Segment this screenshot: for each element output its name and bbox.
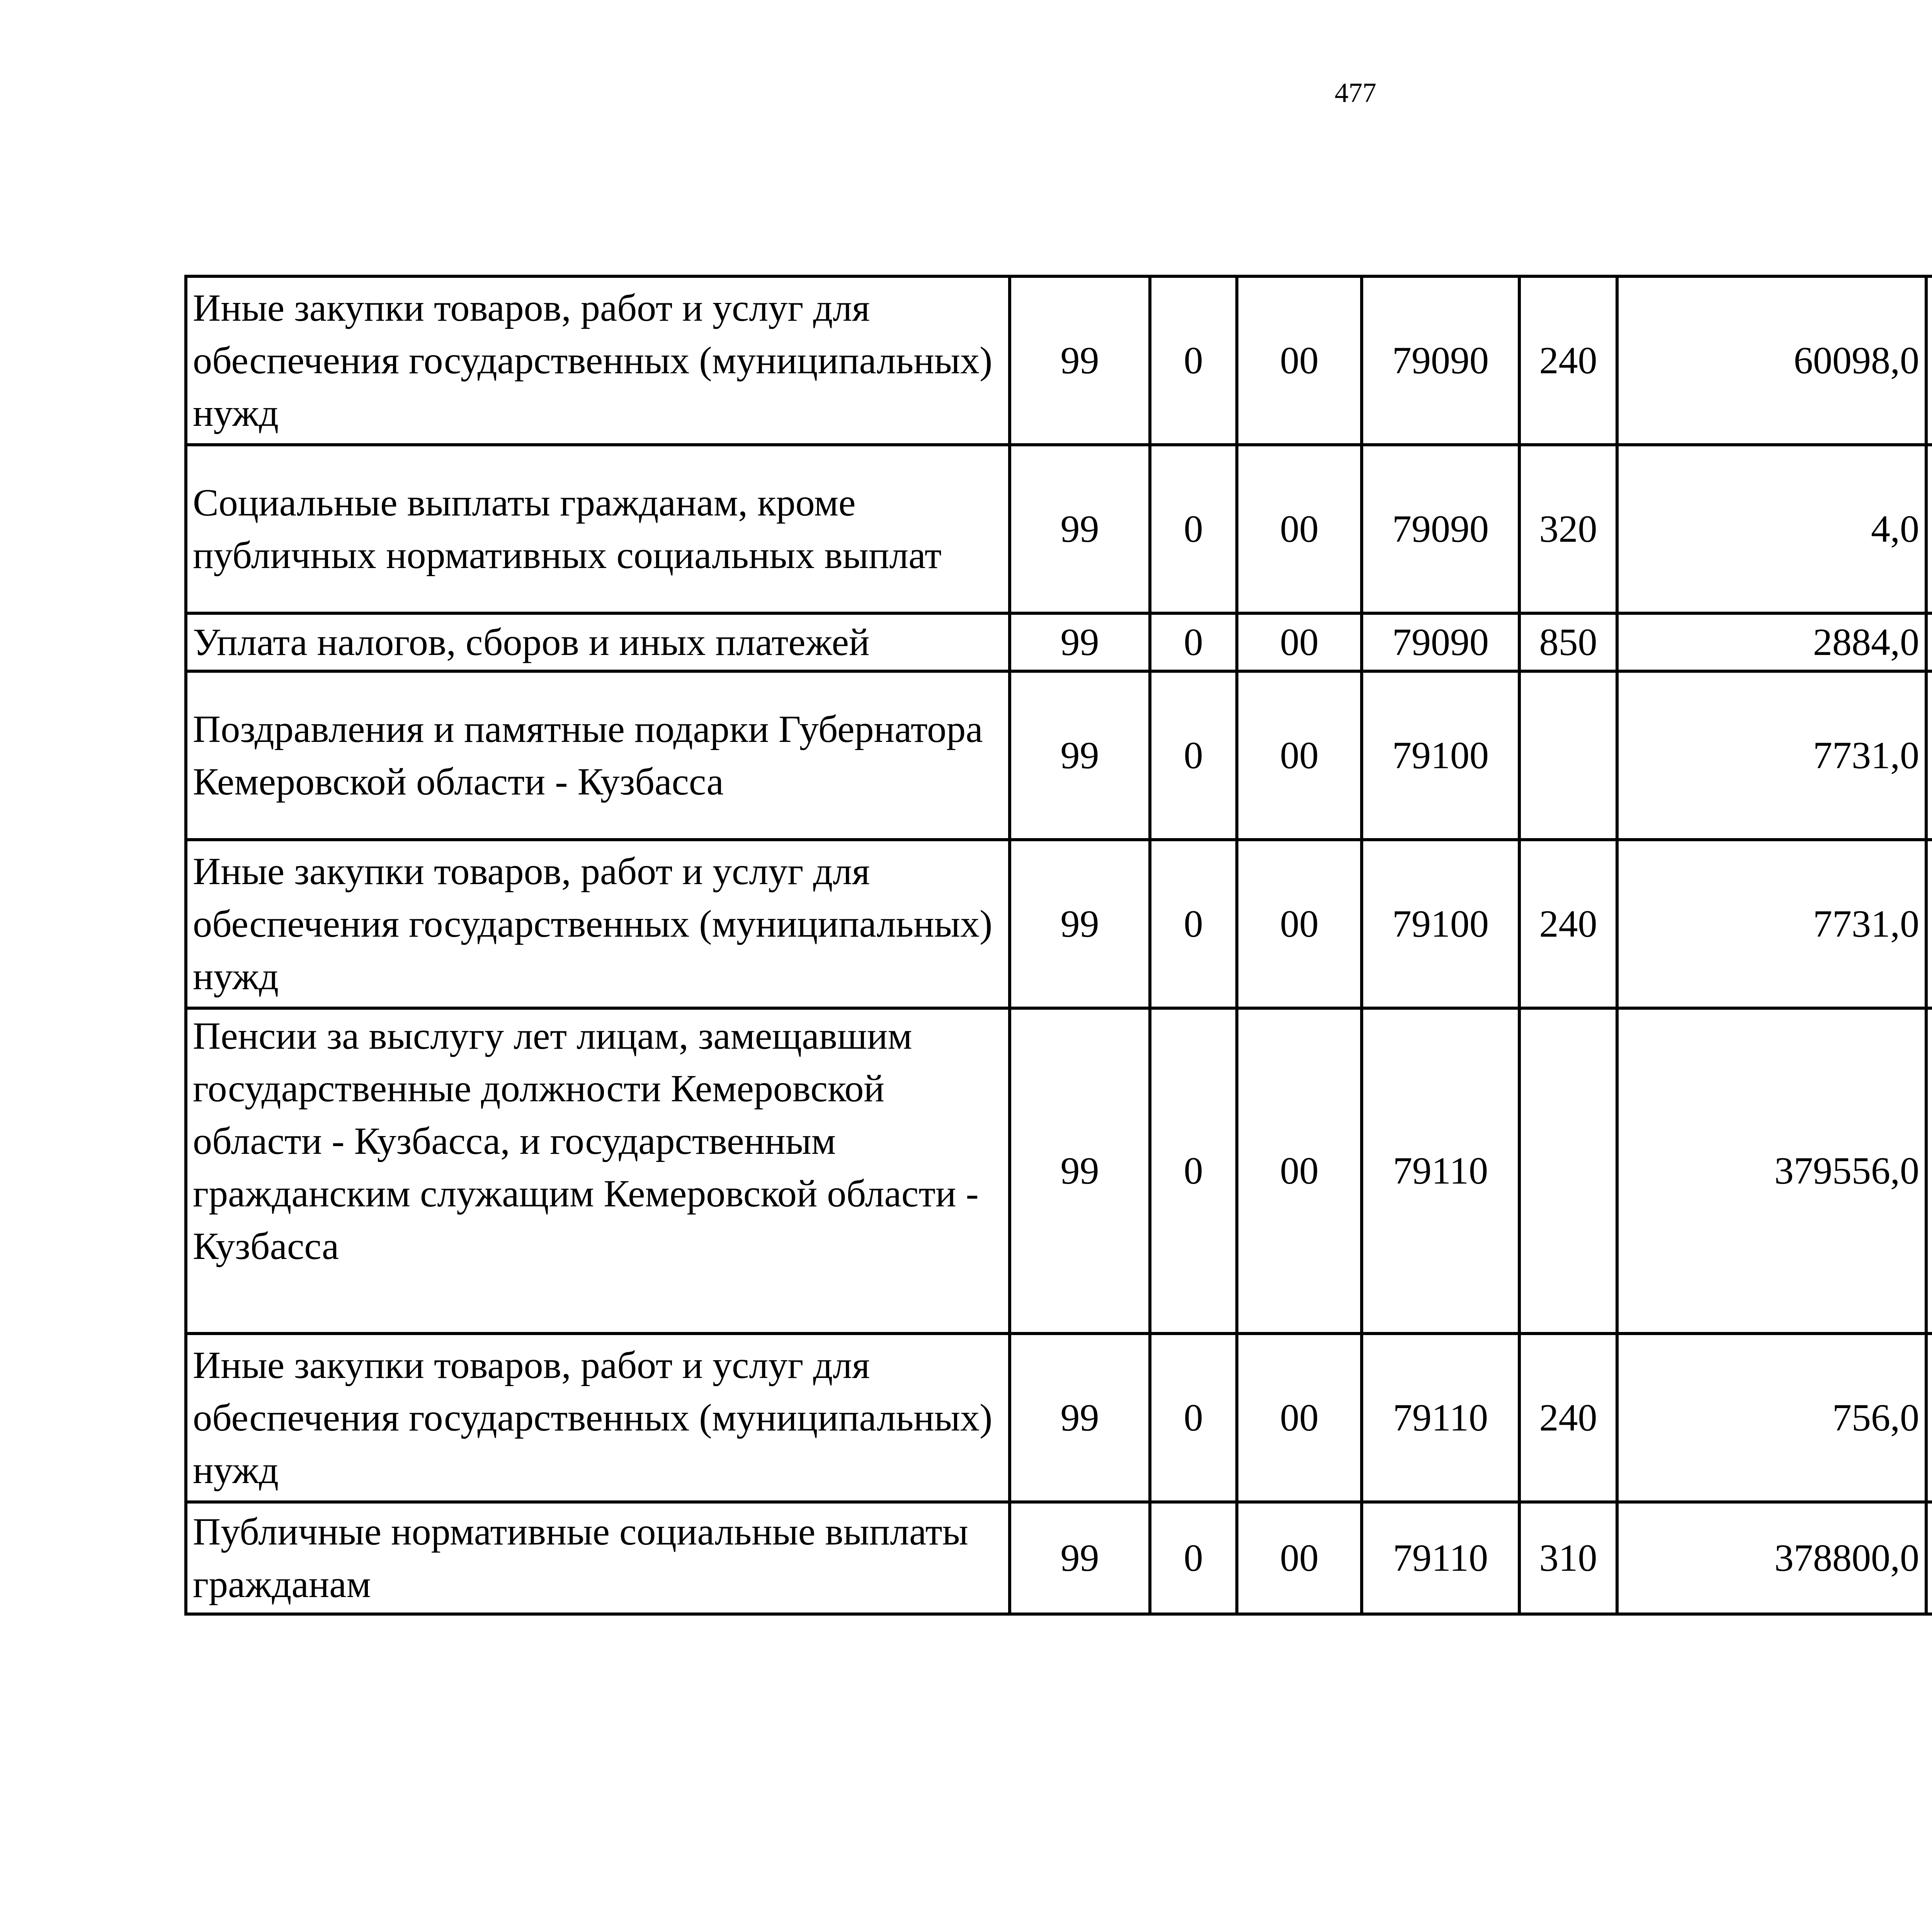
code-cell: 99 xyxy=(1010,1502,1150,1614)
code-cell: 99 xyxy=(1010,613,1150,671)
code-cell: 79100 xyxy=(1362,840,1519,1008)
code-cell: 99 xyxy=(1010,445,1150,613)
amount-cell xyxy=(1926,671,1932,840)
code-cell: 0 xyxy=(1150,1008,1237,1334)
code-cell: 99 xyxy=(1010,276,1150,445)
code-cell: 99 xyxy=(1010,1334,1150,1502)
row-description: Уплата налогов, сборов и иных платежей xyxy=(186,613,1010,671)
code-cell: 79090 xyxy=(1362,613,1519,671)
amount-cell: 379556,0 xyxy=(1617,1008,1926,1334)
expense-type-cell: 240 xyxy=(1519,840,1617,1008)
table-row xyxy=(186,613,1932,671)
row-description: Иные закупки товаров, работ и услуг для обеспечения государственных (муниципальных) нужд xyxy=(186,840,1010,1008)
expense-type-cell: 240 xyxy=(1519,1334,1617,1502)
page-number: 477 xyxy=(1335,77,1376,108)
budget-table xyxy=(184,275,1932,1616)
amount-cell: 378800,0 xyxy=(1617,1502,1926,1614)
code-cell: 99 xyxy=(1010,671,1150,840)
amount-cell: 756,0 xyxy=(1617,1334,1926,1502)
table-row xyxy=(186,1502,1932,1614)
amount-cell xyxy=(1926,445,1932,613)
amount-cell xyxy=(1926,276,1932,445)
code-cell: 00 xyxy=(1237,445,1362,613)
code-cell: 0 xyxy=(1150,1502,1237,1614)
code-cell: 79090 xyxy=(1362,276,1519,445)
amount-cell: 4,0 xyxy=(1617,445,1926,613)
table-row xyxy=(186,445,1932,613)
expense-type-cell: 310 xyxy=(1519,1502,1617,1614)
amount-cell xyxy=(1926,1334,1932,1502)
table-row xyxy=(186,276,1932,445)
amount-cell: 60098,0 xyxy=(1617,276,1926,445)
code-cell: 79100 xyxy=(1362,671,1519,840)
table-row xyxy=(186,840,1932,1008)
row-description: Иные закупки товаров, работ и услуг для обеспечения государственных (муниципальных) нужд xyxy=(186,1334,1010,1502)
code-cell: 0 xyxy=(1150,276,1237,445)
row-description: Поздравления и памятные подарки Губернатора Кемеровской области - Кузбасса xyxy=(186,671,1010,840)
code-cell: 00 xyxy=(1237,1502,1362,1614)
code-cell: 00 xyxy=(1237,1008,1362,1334)
code-cell: 0 xyxy=(1150,613,1237,671)
code-cell: 00 xyxy=(1237,276,1362,445)
code-cell: 0 xyxy=(1150,840,1237,1008)
expense-type-cell xyxy=(1519,671,1617,840)
amount-cell xyxy=(1926,613,1932,671)
code-cell: 79090 xyxy=(1362,445,1519,613)
expense-type-cell xyxy=(1519,1008,1617,1334)
row-description: Пенсии за выслугу лет лицам, замещавшим государственные должности Кемеровской области - Кузбасса, и государственным гражданским служащим Кемеровской области - Кузбасса xyxy=(186,1008,1010,1334)
code-cell: 00 xyxy=(1237,1334,1362,1502)
code-cell: 99 xyxy=(1010,1008,1150,1334)
amount-cell xyxy=(1926,840,1932,1008)
code-cell: 79110 xyxy=(1362,1008,1519,1334)
code-cell: 0 xyxy=(1150,671,1237,840)
code-cell: 00 xyxy=(1237,613,1362,671)
amount-cell: 7731,0 xyxy=(1617,671,1926,840)
table-row xyxy=(186,671,1932,840)
code-cell: 99 xyxy=(1010,840,1150,1008)
amount-cell: 7731,0 xyxy=(1617,840,1926,1008)
table-row xyxy=(186,1334,1932,1502)
amount-cell xyxy=(1926,1008,1932,1334)
code-cell: 0 xyxy=(1150,445,1237,613)
code-cell: 0 xyxy=(1150,1334,1237,1502)
table-row xyxy=(186,1008,1932,1334)
expense-type-cell: 320 xyxy=(1519,445,1617,613)
code-cell: 79110 xyxy=(1362,1502,1519,1614)
expense-type-cell: 850 xyxy=(1519,613,1617,671)
code-cell: 79110 xyxy=(1362,1334,1519,1502)
code-cell: 00 xyxy=(1237,840,1362,1008)
expense-type-cell: 240 xyxy=(1519,276,1617,445)
row-description: Публичные нормативные социальные выплаты гражданам xyxy=(186,1502,1010,1614)
code-cell: 00 xyxy=(1237,671,1362,840)
row-description: Социальные выплаты гражданам, кроме публичных нормативных социальных выплат xyxy=(186,445,1010,613)
amount-cell xyxy=(1926,1502,1932,1614)
row-description: Иные закупки товаров, работ и услуг для обеспечения государственных (муниципальных) нужд xyxy=(186,276,1010,445)
amount-cell: 2884,0 xyxy=(1617,613,1926,671)
